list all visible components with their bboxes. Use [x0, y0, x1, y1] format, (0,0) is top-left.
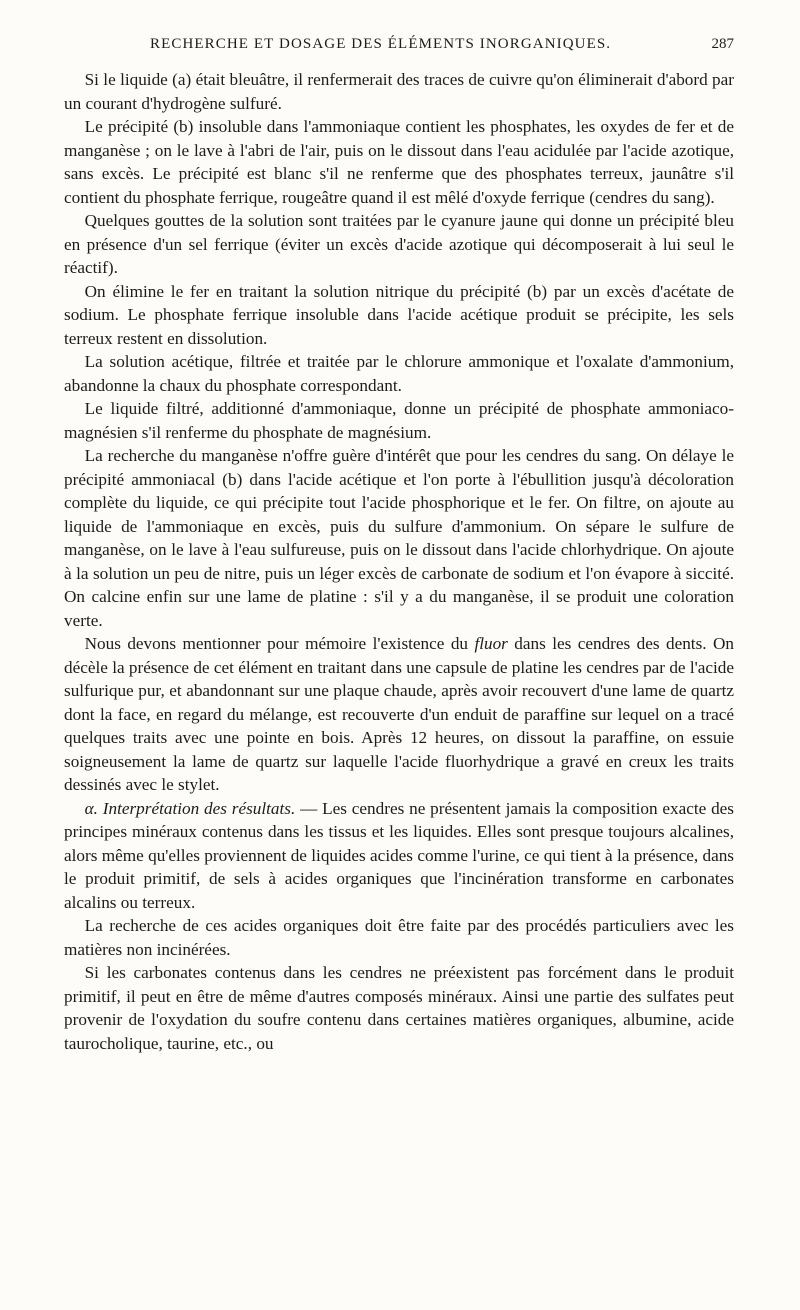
paragraph-precipite-b: Le précipité (b) insoluble dans l'ammoniaque contient les phosphates, les oxydes de fer et de manganèse ; on le lave à l'abri de l'air, puis on le dissout dans l'eau acidulée par l'acide azotique, sans excès. Le précipité est blanc s'il ne renferme que des phosphates terreux, jaunâtre s'il contient du phosphate ferrique, rougeâtre quand il est mêlé d'oxyde ferrique (cendres du sang). — [64, 117, 734, 207]
interpretation-text-after: — Les cendres ne présentent jamais la composition exacte des principes minéraux contenus dans les tissus et les liquides. Elles sont presque toujours alcalines, alors même qu'elles proviennent de liquides acides comme l'urine, ce qui tient à la présence, dans le produit primitif, de sels à acides organiques que l'incinération transforme en carbonates alcalins ou terreux. — [64, 798, 735, 912]
fluor-term: fluor — [474, 634, 508, 653]
paragraph-carbonates: Si les carbonates contenus dans les cendres ne préexistent pas forcément dans le produit primitif, il peut en être de même d'autres composés minéraux. Ainsi une partie des sulfates peut provenir de l'oxydation du soufre contenu dans certaines matières organiques, albumine, acide taurocholique, taurine, etc., ou — [64, 963, 734, 1053]
paragraph-acides-organiques: La recherche de ces acides organiques doit être faite par des procédés particuliers avec les matières non incinérées. — [64, 916, 734, 959]
paragraph-interpretation — [64, 797, 734, 915]
section-heading-interpretation: α. Interprétation des résultats. — [84, 798, 296, 818]
fluor-text-before: Nous devons mentionner pour mémoire l'existence du — [84, 634, 475, 653]
paragraph-liquide-filtre: Le liquide filtré, additionné d'ammoniaque, donne un précipité de phosphate ammoniaco-magnésien s'il renferme du phosphate de magnésium. — [64, 399, 734, 442]
paragraph-cyanure: Quelques gouttes de la solution sont traitées par le cyanure jaune qui donne un précipité bleu en présence d'un sel ferrique (éviter un excès d'acide azotique qui décomposerait à lui seul le réactif). — [64, 211, 734, 277]
body-text — [64, 68, 734, 1055]
page-number: 287 — [711, 36, 734, 52]
paragraph-elimination-fer: On élimine le fer en traitant la solution nitrique du précipité (b) par un excès d'acétate de sodium. Le phosphate ferrique insoluble dans l'acide acétique produit se précipite, les sels terreux restent en dissolution. — [64, 281, 734, 348]
running-title: RECHERCHE ET DOSAGE DES ÉLÉMENTS INORGANIQUES. — [150, 36, 612, 52]
paragraph-fluor — [64, 632, 734, 797]
paragraph-solution-acetique: La solution acétique, filtrée et traitée par le chlorure ammonique et l'oxalate d'ammonium, abandonne la chaux du phosphate correspondant. — [64, 352, 734, 395]
fluor-text-after: dans les cendres des dents. On décèle la présence de cet élément en traitant dans une capsule de platine les cendres par de l'acide sulfurique pur, et abandonnant sur une plaque chaude, après avoir recouvert d'une lame de quartz dont la face, en regard du mélange, est recouverte d'un enduit de paraffine sur lequel on a tracé quelques traits avec une pointe en bois. Après 12 heures, on dissout la paraffine, on essuie soigneusement la lame de quartz sur laquelle l'acide fluorhydrique a gravé en creux les traits dessinés avec le stylet. — [64, 634, 734, 794]
running-header — [64, 36, 734, 60]
paragraph-cuivre: Si le liquide (a) était bleuâtre, il renfermerait des traces de cuivre qu'on éliminerait d'abord par un courant d'hydrogène sulfuré. — [64, 70, 734, 113]
paragraph-manganese: La recherche du manganèse n'offre guère d'intérêt que pour les cendres du sang. On délaye le précipité ammoniacal (b) dans l'acide acétique et l'on porte à l'ébullition jusqu'à décoloration complète du liquide, ce qui précipite tout l'acide phosphorique et le fer. On filtre, on ajoute au liquide de l'ammoniaque en excès, puis du sulfure d'ammonium. On sépare le sulfure de manganèse, on le lave à l'eau sulfureuse, puis on le dissout dans l'acide chlorhydrique. On ajoute à la solution un peu de nitre, puis un léger excès de carbonate de sodium et l'on évapore à siccité. On calcine enfin sur une lame de platine : s'il y a du manganèse, il se produit une coloration verte. — [64, 446, 734, 630]
